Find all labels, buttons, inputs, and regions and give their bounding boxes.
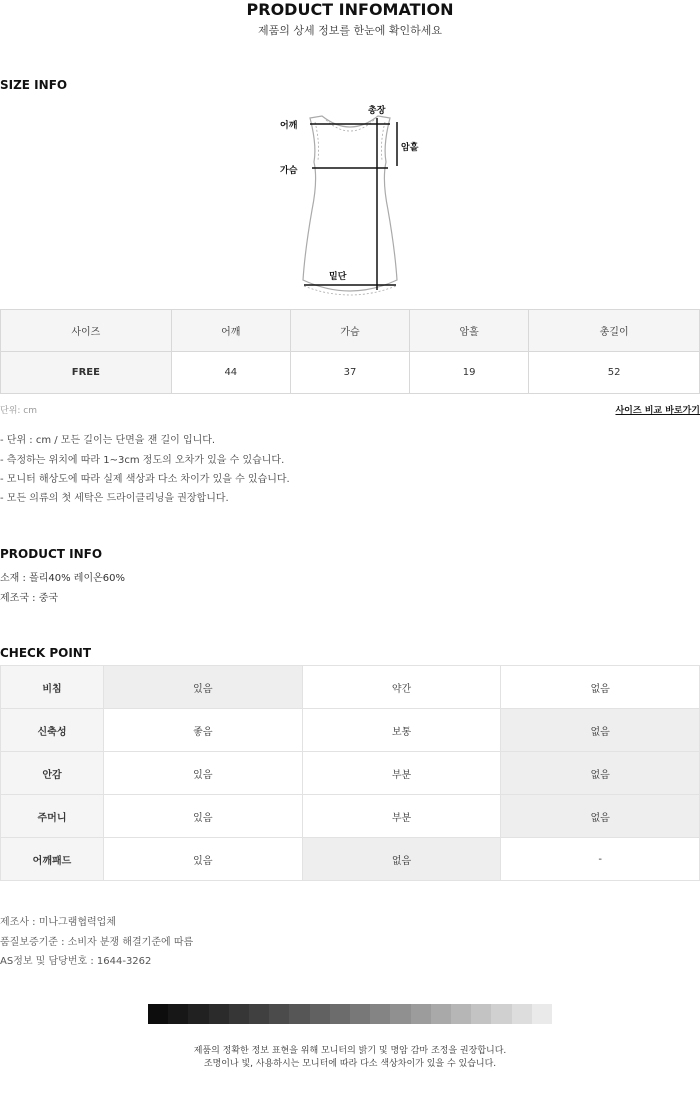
grayscale-swatch (168, 1004, 188, 1024)
grayscale-swatch (471, 1004, 491, 1024)
armhole-label: 암홀 (401, 143, 419, 153)
check-point-label: 주머니 (1, 795, 104, 838)
maker-line: 제조사 : 미나그램협력업체 (0, 917, 116, 928)
size-table-header: 사이즈 (1, 310, 172, 352)
size-note: - 측정하는 위치에 따라 1~3cm 정도의 오차가 있을 수 있습니다. (0, 455, 285, 466)
grayscale-swatch (209, 1004, 229, 1024)
check-point-option: 약간 (302, 666, 501, 709)
dress-outline (303, 116, 397, 291)
grayscale-swatch (411, 1004, 431, 1024)
grayscale-swatch (269, 1004, 289, 1024)
size-table-header: 가슴 (290, 310, 409, 352)
size-table-header: 어깨 (171, 310, 290, 352)
size-note: - 모든 의류의 첫 세탁은 드라이클리닝을 권장합니다. (0, 493, 229, 504)
size-note: - 모니터 해상도에 따라 실제 색상과 다소 차이가 있을 수 있습니다. (0, 474, 290, 485)
size-table-header: 총길이 (529, 310, 700, 352)
grayscale-swatch (390, 1004, 410, 1024)
check-point-row (1, 709, 700, 752)
check-point-label: 신축성 (1, 709, 104, 752)
warranty-line: 품질보증기준 : 소비자 분쟁 해결기준에 따름 (0, 937, 194, 948)
check-point-option: 부분 (302, 752, 501, 795)
check-point-option: - (501, 838, 700, 881)
check-point-heading: CHECK POINT (0, 646, 92, 660)
total-length-label: 총장 (368, 106, 386, 116)
size-table-cell: 37 (290, 352, 409, 394)
grayscale-swatch (310, 1004, 330, 1024)
size-table-header-row (1, 310, 700, 352)
material-line (0, 569, 125, 584)
check-point-row (1, 752, 700, 795)
grayscale-swatch (491, 1004, 511, 1024)
size-table (0, 309, 700, 394)
grayscale-calibration-bar (148, 1004, 552, 1024)
hem-label: 밑단 (329, 272, 347, 282)
shoulder-label: 어깨 (280, 121, 298, 131)
size-table-cell: 19 (410, 352, 529, 394)
material-label: 소재 : (0, 573, 26, 584)
check-point-option: 있음 (104, 795, 303, 838)
chest-label: 가슴 (280, 166, 298, 176)
check-point-row (1, 666, 700, 709)
check-point-option: 부분 (302, 795, 501, 838)
check-point-label: 안감 (1, 752, 104, 795)
grayscale-swatch (330, 1004, 350, 1024)
check-point-row (1, 838, 700, 881)
material-value: 폴리40% 레이온60% (29, 573, 125, 584)
origin-label: 제조국 : (0, 593, 36, 604)
size-table-cell: FREE (1, 352, 172, 394)
footer-note: 제품의 정확한 정보 표현을 위해 모니터의 밝기 및 명암 감마 조정을 권장합니다. (193, 1046, 507, 1056)
grayscale-swatch (148, 1004, 168, 1024)
size-table-cell: 44 (171, 352, 290, 394)
check-point-label: 어깨패드 (1, 838, 104, 881)
page-title: PRODUCT INFOMATION (246, 0, 454, 19)
check-point-option: 좋음 (104, 709, 303, 752)
check-point-table (0, 665, 700, 881)
grayscale-swatch (249, 1004, 269, 1024)
grayscale-swatch (229, 1004, 249, 1024)
grayscale-swatch (350, 1004, 370, 1024)
grayscale-swatch (532, 1004, 552, 1024)
origin-line (0, 589, 58, 604)
as-info-line: AS정보 및 담당번호 : 1644-3262 (0, 956, 152, 967)
size-table-row (1, 352, 700, 394)
check-point-option: 보통 (302, 709, 501, 752)
grayscale-swatch (370, 1004, 390, 1024)
check-point-option: 있음 (104, 838, 303, 881)
check-point-option-selected: 없음 (302, 838, 501, 881)
size-note: - 단위 : cm / 모든 길이는 단면을 잰 길이 입니다. (0, 435, 216, 446)
check-point-option-selected: 있음 (104, 666, 303, 709)
size-compare-link[interactable]: 사이즈 비교 바로가기 (615, 406, 700, 416)
check-point-option-selected: 없음 (501, 795, 700, 838)
unit-note: 단위: cm (0, 406, 37, 416)
grayscale-swatch (188, 1004, 208, 1024)
product-info-heading: PRODUCT INFO (0, 547, 103, 561)
check-point-row (1, 795, 700, 838)
grayscale-swatch (451, 1004, 471, 1024)
check-point-label: 비침 (1, 666, 104, 709)
grayscale-swatch (512, 1004, 532, 1024)
check-point-option-selected: 없음 (501, 752, 700, 795)
size-table-cell: 52 (529, 352, 700, 394)
check-point-option: 있음 (104, 752, 303, 795)
size-table-header: 암홀 (410, 310, 529, 352)
page-subtitle: 제품의 상세 정보를 한눈에 확인하세요 (257, 24, 442, 37)
origin-value: 중국 (38, 593, 59, 604)
footer-note: 조명이나 빛, 사용하시는 모니터에 따라 다소 색상차이가 있을 수 있습니다. (203, 1059, 497, 1069)
grayscale-swatch (289, 1004, 309, 1024)
size-info-heading: SIZE INFO (0, 78, 68, 92)
grayscale-swatch (431, 1004, 451, 1024)
check-point-option: 없음 (501, 666, 700, 709)
check-point-option-selected: 없음 (501, 709, 700, 752)
